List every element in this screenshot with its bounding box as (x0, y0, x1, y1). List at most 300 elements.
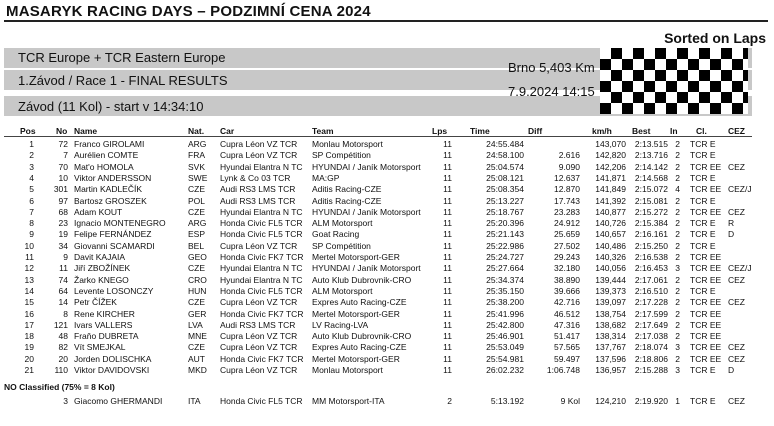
cell-diff: 47.316 (554, 319, 580, 330)
cell-laps: 11 (443, 319, 452, 330)
cell-nat: ESP (188, 229, 206, 240)
cell-car: Honda Civic FK7 TCR (220, 308, 304, 319)
cell-pos: 16 (24, 308, 34, 319)
cell-car: Honda Civic FL5 TCR (220, 218, 303, 229)
cell-pos: 5 (29, 184, 34, 195)
cell-time: 25:22.986 (486, 240, 524, 251)
cell-in: 2 (675, 218, 680, 229)
cell-nat: SVK (188, 161, 206, 172)
cell-cl: TCR EE (690, 274, 722, 285)
cell-cl: TCR EE (690, 342, 722, 353)
cell-kmh: 137,596 (595, 353, 626, 364)
not-classified-label: NO Classified (75% = 8 Kol) (4, 382, 115, 392)
cell-cl: TCR E (690, 396, 716, 406)
cell-nat: AUT (188, 353, 205, 364)
cell-name: Giovanni SCAMARDI (74, 240, 155, 251)
cell-in: 2 (675, 150, 680, 161)
cell-in: 2 (675, 172, 680, 183)
cell-team: Mertel Motorsport-GER (312, 308, 400, 319)
cell-cl: TCR E (690, 218, 716, 229)
cell-diff: 2.616 (558, 150, 580, 161)
cell-pos: 18 (24, 331, 34, 342)
cell-diff: 12.637 (554, 172, 580, 183)
col-cez: CEZ (728, 126, 745, 136)
cell-cl: TCR EE (690, 263, 722, 274)
cell-name: Martin KADLEČÍK (74, 184, 143, 195)
cell-team: SP Compétition (312, 240, 371, 251)
cell-pos: 12 (24, 263, 34, 274)
cell-best: 2:16.161 (634, 229, 668, 240)
cell-team: Auto Klub Dubrovnik-CRO (312, 331, 412, 342)
cell-nat: GEO (188, 252, 207, 262)
cell-team: HYUNDAI / Janík Motorsport (312, 206, 421, 217)
page-title: MASARYK RACING DAYS – PODZIMNÍ CENA 2024 (6, 3, 371, 20)
cell-laps: 11 (443, 342, 452, 353)
cell-car: Cupra Léon VZ TCR (220, 150, 298, 161)
cell-diff: 23.283 (554, 206, 580, 217)
cell-kmh: 141,871 (595, 172, 626, 183)
cell-no: 72 (58, 139, 68, 149)
checkered-flag-graphic (600, 48, 748, 114)
cell-nat: MKD (188, 365, 207, 375)
cell-diff: 27.502 (554, 240, 580, 251)
cell-laps: 11 (443, 308, 452, 319)
cell-name: Jorden DOLISCHKA (74, 353, 152, 364)
cell-time: 25:08.354 (486, 184, 524, 195)
cell-in: 3 (675, 263, 680, 274)
cell-time: 25:24.727 (486, 252, 524, 262)
cell-car: Audi RS3 LMS TCR (220, 195, 296, 206)
cell-name: Levente LOSONCZY (74, 285, 154, 296)
cell-no: 20 (58, 353, 68, 364)
cell-time: 25:35.150 (486, 285, 524, 296)
cell-laps: 11 (443, 139, 452, 149)
series-name: TCR Europe + TCR Eastern Europe (18, 50, 226, 65)
cell-in: 2 (675, 285, 680, 296)
cell-kmh: 140,726 (595, 218, 626, 229)
cell-time: 24:58.100 (486, 150, 524, 161)
col-kmh: km/h (592, 126, 612, 136)
cell-in: 1 (675, 396, 680, 406)
cell-in: 2 (675, 353, 680, 364)
cell-nat: CZE (188, 297, 205, 308)
cell-no: 3 (63, 396, 68, 406)
cell-time: 25:08.121 (486, 172, 524, 183)
col-laps: Lps (432, 126, 448, 136)
cell-cl: TCR EE (690, 331, 722, 342)
cell-in: 2 (675, 161, 680, 172)
cell-nat: CRO (188, 274, 207, 285)
cell-car: Honda Civic FL5 TCR (220, 229, 303, 240)
col-nat: Nat. (188, 126, 205, 136)
cell-time: 25:18.767 (486, 206, 524, 217)
cell-nat: ITA (188, 396, 201, 406)
cell-kmh: 141,392 (595, 195, 626, 206)
cell-car: Cupra Léon VZ TCR (220, 139, 298, 149)
cell-cez: D (728, 229, 735, 240)
cell-diff: 12.870 (554, 184, 580, 195)
cell-cl: TCR EE (690, 308, 722, 319)
cell-no: 97 (58, 195, 68, 206)
cell-nat: CZE (188, 206, 205, 217)
cell-diff: 38.890 (554, 274, 580, 285)
cell-nat: GER (188, 308, 207, 319)
cell-nat: CZE (188, 263, 205, 274)
cell-diff: 39.666 (554, 285, 580, 296)
cell-laps: 11 (443, 150, 452, 161)
cell-in: 2 (675, 319, 680, 330)
cell-best: 2:15.384 (634, 218, 668, 229)
cell-diff: 51.417 (554, 331, 580, 342)
cell-pos: 1 (29, 139, 34, 149)
cell-in: 2 (675, 206, 680, 217)
cell-cez: CEZ (728, 297, 745, 308)
col-pos: Pos (20, 126, 36, 136)
cell-kmh: 137,767 (595, 342, 626, 353)
cell-kmh: 138,682 (595, 319, 626, 330)
cell-name: Vít SMEJKAL (74, 342, 126, 353)
cell-diff: 17.743 (554, 195, 580, 206)
cell-nat: ARG (188, 218, 207, 229)
cell-nat: MNE (188, 331, 207, 342)
cell-best: 2:17.061 (634, 274, 668, 285)
cell-name: Bartosz GROSZEK (74, 195, 147, 206)
cell-team: ALM Motorsport (312, 218, 373, 229)
cell-diff: 1:06.748 (546, 365, 580, 375)
cell-diff: 59.497 (554, 353, 580, 364)
cell-name: Rene KIRCHER (74, 308, 135, 319)
cell-name: Franco GIROLAMI (74, 139, 145, 149)
cell-best: 2:17.599 (634, 308, 668, 319)
cell-laps: 11 (443, 206, 452, 217)
cell-pos: 3 (29, 161, 34, 172)
cell-no: 11 (59, 263, 68, 274)
cell-no: 110 (54, 365, 68, 375)
cell-team: ALM Motorsport (312, 285, 373, 296)
col-time: Time (470, 126, 490, 136)
cell-kmh: 142,820 (595, 150, 626, 161)
cell-kmh: 141,849 (595, 184, 626, 195)
cell-cl: TCR EE (690, 353, 722, 364)
cell-cez: CEZ (728, 342, 745, 353)
cell-diff: 42.716 (554, 297, 580, 308)
cell-kmh: 143,070 (595, 139, 626, 149)
cell-team: Aditis Racing-CZE (312, 195, 382, 206)
cell-in: 2 (675, 308, 680, 319)
cell-kmh: 138,754 (595, 308, 626, 319)
cell-car: Honda Civic FL5 TCR (220, 285, 303, 296)
cell-team: LV Racing-LVA (312, 319, 369, 330)
session-info: Závod (11 Kol) - start v 14:34:10 (18, 99, 204, 114)
cell-best: 2:13.716 (634, 150, 668, 161)
cell-diff: 9 Kol (560, 396, 580, 406)
cell-best: 2:16.538 (634, 252, 668, 262)
cell-diff: 25.659 (554, 229, 580, 240)
cell-car: Hyundai Elantra N TC (220, 206, 303, 217)
cell-pos: 2 (29, 150, 34, 161)
cell-kmh: 140,877 (595, 206, 626, 217)
cell-time: 25:38.200 (486, 297, 524, 308)
cell-cl: TCR EE (690, 297, 722, 308)
cell-pos: 21 (24, 365, 34, 375)
cell-team: HYUNDAI / Janík Motorsport (312, 161, 421, 172)
cell-pos: 8 (29, 218, 34, 229)
cell-time: 25:42.800 (486, 319, 524, 330)
cell-laps: 11 (443, 365, 452, 375)
cell-kmh: 124,210 (595, 396, 626, 406)
cell-kmh: 139,373 (595, 285, 626, 296)
cell-time: 5:13.192 (490, 396, 524, 406)
cell-best: 2:15.250 (634, 240, 668, 251)
cell-time: 25:20.396 (486, 218, 524, 229)
cell-diff: 57.565 (554, 342, 580, 353)
cell-nat: SWE (188, 172, 208, 183)
cell-name: Giacomo GHERMANDI (74, 396, 163, 406)
cell-car: Honda Civic FL5 TCR (220, 396, 303, 406)
cell-laps: 11 (443, 263, 452, 274)
cell-cl: TCR E (690, 285, 716, 296)
cell-best: 2:17.228 (634, 297, 668, 308)
cell-laps: 11 (443, 252, 452, 262)
cell-no: 48 (58, 331, 68, 342)
cell-no: 14 (58, 297, 68, 308)
cell-no: 7 (63, 150, 68, 161)
cell-car: Honda Civic FK7 TCR (220, 353, 304, 364)
cell-best: 2:17.038 (634, 331, 668, 342)
cell-cl: TCR E (690, 229, 716, 240)
cell-team: Aditis Racing-CZE (312, 184, 382, 195)
cell-diff: 29.243 (554, 252, 580, 262)
cell-time: 25:46.901 (486, 331, 524, 342)
cell-cl: TCR E (690, 195, 716, 206)
cell-cez: CEZ (728, 274, 745, 285)
cell-name: Davit KAJAIA (74, 252, 126, 262)
cell-time: 25:34.374 (486, 274, 524, 285)
cell-pos: 10 (24, 240, 34, 251)
cell-diff: 46.512 (554, 308, 580, 319)
cell-laps: 11 (443, 240, 452, 251)
cell-cl: TCR EE (690, 206, 722, 217)
sort-label: Sorted on Laps (664, 30, 766, 46)
cell-time: 25:53.049 (486, 342, 524, 353)
cell-cl: TCR E (690, 139, 716, 149)
col-diff: Diff (528, 126, 543, 136)
cell-cl: TCR EE (690, 184, 722, 195)
cell-car: Cupra Léon VZ TCR (220, 297, 298, 308)
col-car: Car (220, 126, 235, 136)
cell-no: 121 (53, 319, 68, 330)
cell-in: 2 (675, 274, 680, 285)
cell-name: Mat'o HOMOLA (74, 161, 134, 172)
cell-pos: 20 (24, 353, 34, 364)
cell-no: 68 (58, 206, 68, 217)
cell-no: 19 (58, 229, 68, 240)
cell-time: 25:04.574 (486, 161, 524, 172)
cell-name: Felipe FERNÁNDEZ (74, 229, 152, 240)
cell-car: Audi RS3 LMS TCR (220, 184, 296, 195)
cell-laps: 11 (443, 172, 452, 183)
cell-car: Audi RS3 LMS TCR (220, 319, 296, 330)
cell-time: 25:41.996 (486, 308, 524, 319)
cell-laps: 11 (443, 218, 452, 229)
cell-car: Cupra Léon VZ TCR (220, 342, 298, 353)
cell-nat: FRA (188, 150, 205, 161)
cell-pos: 9 (29, 229, 34, 240)
cell-diff: 32.180 (554, 263, 580, 274)
col-in: In (670, 126, 678, 136)
cell-cez: CEZ/J (728, 263, 752, 274)
cell-name: Viktor ANDERSSON (74, 172, 152, 183)
cell-cez: CEZ (728, 161, 745, 172)
cell-in: 2 (675, 331, 680, 342)
cell-kmh: 138,314 (595, 331, 626, 342)
cell-no: 70 (58, 161, 68, 172)
cell-kmh: 142,206 (595, 161, 626, 172)
cell-time: 26:02.232 (486, 365, 524, 375)
cell-in: 2 (675, 139, 680, 149)
col-team: Team (312, 126, 334, 136)
cell-nat: LVA (188, 319, 203, 330)
cell-car: Hyundai Elantra N TC (220, 161, 303, 172)
cell-pos: 11 (25, 252, 34, 262)
cell-in: 2 (675, 229, 680, 240)
cell-team: Expres Auto Racing-CZE (312, 297, 407, 308)
track-info: Brno 5,403 Km (508, 60, 595, 75)
cell-name: Viktor DAVIDOVSKI (74, 365, 150, 375)
cell-kmh: 140,326 (595, 252, 626, 262)
cell-cl: TCR E (690, 240, 716, 251)
cell-cl: TCR E (690, 172, 716, 183)
cell-name: Ivars VALLERS (74, 319, 133, 330)
cell-laps: 2 (447, 396, 452, 406)
cell-time: 25:13.227 (486, 195, 524, 206)
cell-car: Cupra Léon VZ TCR (220, 240, 298, 251)
cell-nat: BEL (188, 240, 205, 251)
cell-team: Monlau Motorsport (312, 365, 383, 375)
cell-in: 2 (675, 297, 680, 308)
col-cl: Cl. (696, 126, 707, 136)
cell-time: 24:55.484 (486, 139, 524, 149)
cell-best: 2:19.920 (634, 396, 668, 406)
cell-laps: 11 (443, 274, 452, 285)
col-best: Best (632, 126, 651, 136)
cell-laps: 11 (443, 297, 452, 308)
cell-pos: 19 (24, 342, 34, 353)
cell-team: HYUNDAI / Janík Motorsport (312, 263, 421, 274)
cell-team: Mertel Motorsport-GER (312, 353, 400, 364)
cell-nat: ARG (188, 139, 207, 149)
cell-no: 301 (53, 184, 68, 195)
cell-team: Auto Klub Dubrovnik-CRO (312, 274, 412, 285)
cell-nat: POL (188, 195, 206, 206)
cell-pos: 14 (24, 285, 34, 296)
cell-laps: 11 (443, 285, 452, 296)
cell-name: Fraňo DUBRETA (74, 331, 139, 342)
cell-pos: 17 (24, 319, 34, 330)
cell-cez: CEZ (728, 396, 745, 406)
cell-car: Cupra Léon VZ TCR (220, 331, 298, 342)
cell-laps: 11 (443, 184, 452, 195)
cell-team: MM Motorsport-ITA (312, 396, 385, 406)
cell-kmh: 139,097 (595, 297, 626, 308)
cell-nat: CZE (188, 184, 205, 195)
cell-car: Honda Civic FK7 TCR (220, 252, 304, 262)
cell-cl: TCR EE (690, 161, 722, 172)
cell-diff: 24.912 (554, 218, 580, 229)
cell-in: 4 (675, 184, 680, 195)
title-divider (4, 20, 768, 22)
cell-laps: 11 (443, 229, 452, 240)
cell-no: 8 (63, 308, 68, 319)
cell-laps: 11 (443, 161, 452, 172)
cell-cl: TCR E (690, 365, 716, 375)
cell-name: Petr ČÍŽEK (74, 297, 117, 308)
cell-best: 2:13.515 (634, 139, 668, 149)
cell-team: MA:GP (312, 172, 340, 183)
cell-best: 2:15.072 (634, 184, 668, 195)
cell-name: Adam KOUT (74, 206, 123, 217)
cell-name: Aurélien COMTE (74, 150, 139, 161)
cell-name: Žarko KNEGO (74, 274, 129, 285)
cell-laps: 11 (443, 353, 452, 364)
col-name: Name (74, 126, 98, 136)
cell-team: Monlau Motorsport (312, 139, 383, 149)
cell-cl: TCR EE (690, 252, 722, 262)
col-no: No (56, 126, 68, 136)
cell-cez: CEZ/J (728, 184, 752, 195)
cell-car: Lynk & Co 03 TCR (220, 172, 291, 183)
cell-team: Mertel Motorsport-GER (312, 252, 400, 262)
cell-time: 25:27.664 (486, 263, 524, 274)
cell-no: 82 (58, 342, 68, 353)
cell-cez: CEZ (728, 353, 745, 364)
cell-cez: CEZ (728, 206, 745, 217)
cell-car: Cupra Léon VZ TCR (220, 365, 298, 375)
cell-cl: TCR EE (690, 319, 722, 330)
cell-best: 2:15.272 (634, 206, 668, 217)
race-title: 1.Závod / Race 1 - FINAL RESULTS (18, 73, 228, 88)
cell-best: 2:17.649 (634, 319, 668, 330)
cell-kmh: 139,444 (595, 274, 626, 285)
cell-team: SP Compétition (312, 150, 371, 161)
cell-kmh: 140,486 (595, 240, 626, 251)
cell-best: 2:16.453 (634, 263, 668, 274)
cell-in: 2 (675, 195, 680, 206)
cell-best: 2:16.510 (634, 285, 668, 296)
cell-pos: 15 (24, 297, 34, 308)
cell-car: Hyundai Elantra N TC (220, 263, 303, 274)
cell-cl: TCR E (690, 150, 716, 161)
cell-no: 10 (58, 172, 68, 183)
cell-best: 2:15.081 (634, 195, 668, 206)
cell-team: Goat Racing (312, 229, 360, 240)
cell-kmh: 140,657 (595, 229, 626, 240)
cell-time: 25:54.981 (486, 353, 524, 364)
cell-no: 74 (58, 274, 68, 285)
cell-pos: 7 (29, 206, 34, 217)
cell-best: 2:18.806 (634, 353, 668, 364)
cell-best: 2:14.142 (634, 161, 668, 172)
cell-pos: 6 (29, 195, 34, 206)
cell-team: Expres Auto Racing-CZE (312, 342, 407, 353)
cell-pos: 13 (24, 274, 34, 285)
cell-no: 23 (58, 218, 68, 229)
cell-diff: 9.090 (558, 161, 580, 172)
cell-in: 2 (675, 240, 680, 251)
cell-kmh: 140,056 (595, 263, 626, 274)
cell-pos: 4 (29, 172, 34, 183)
cell-no: 64 (58, 285, 68, 296)
